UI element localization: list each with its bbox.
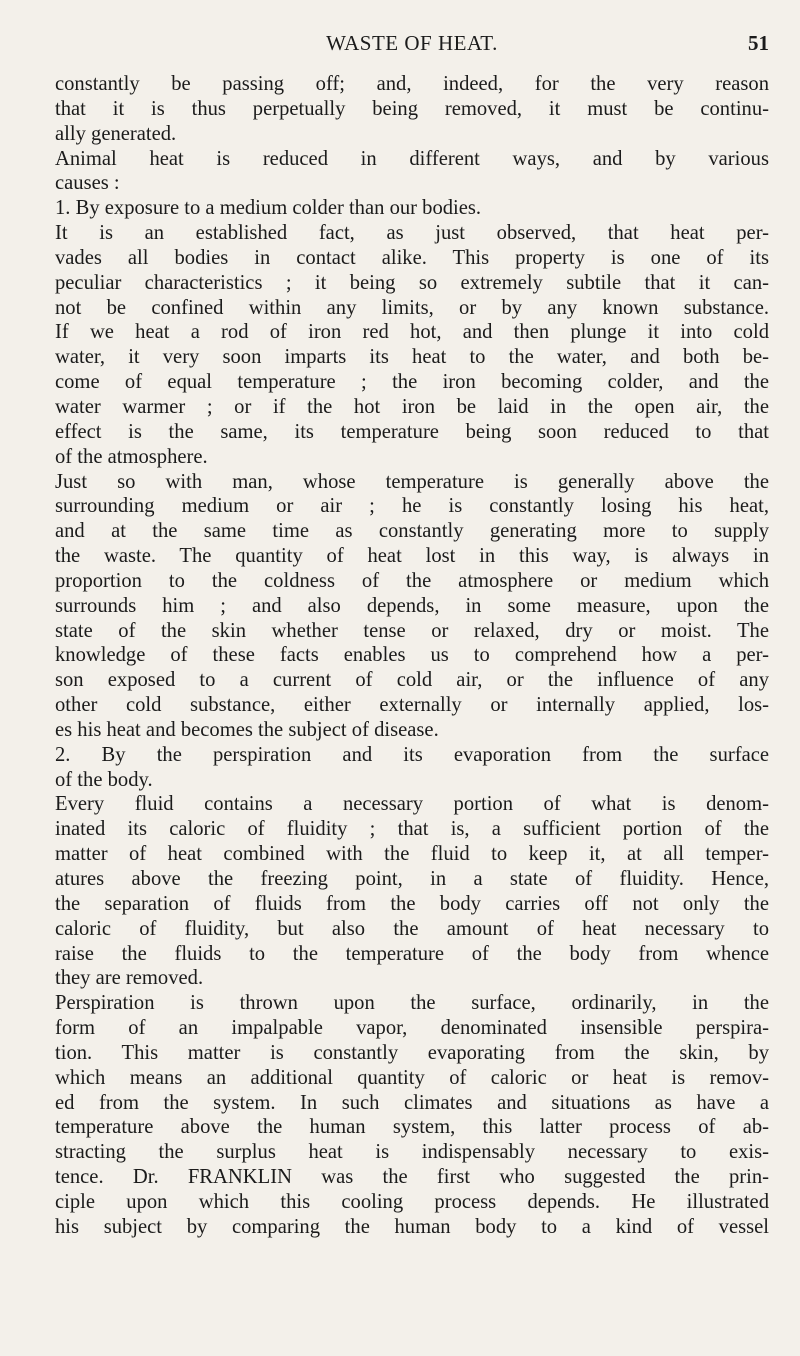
text-line: Just so with man, whose temperature is generally above the	[55, 470, 769, 493]
text-line: of the atmosphere.	[55, 445, 208, 468]
text-line: surrounds him ; and also depends, in some measure, upon the	[55, 594, 769, 617]
text-line: of the body.	[55, 768, 153, 791]
text-line: inated its caloric of fluidity ; that is, a sufficient portion of the	[55, 818, 769, 841]
text-line: ciple upon which this cooling process depends. He illustrated	[55, 1190, 769, 1213]
text-line: water warmer ; or if the hot iron be laid in the open air, the	[55, 395, 769, 418]
text-line: that it is thus perpetually being removed, it must be continu-	[55, 97, 769, 120]
page-number: 51	[748, 31, 769, 55]
text-line: It is an established fact, as just observed, that heat per-	[55, 222, 769, 245]
text-line: other cold substance, either externally or internally applied, los-	[55, 694, 769, 717]
text-line: stracting the surplus heat is indispensably necessary to exis-	[55, 1141, 769, 1164]
text-line: 2. By the perspiration and its evaporation from the surface	[55, 743, 769, 766]
body-text	[55, 72, 769, 1240]
text-line: 1. By exposure to a medium colder than our bodies.	[55, 197, 482, 220]
text-line: es his heat and becomes the subject of disease.	[55, 718, 439, 741]
text-line: temperature above the human system, this latter process of ab-	[55, 1116, 769, 1139]
text-line: his subject by comparing the human body to a kind of vessel	[55, 1215, 769, 1238]
text-line: constantly be passing off; and, indeed, for the very reason	[55, 73, 769, 95]
text-line: form of an impalpable vapor, denominated insensible perspira-	[55, 1017, 769, 1040]
text-line: atures above the freezing point, in a state of fluidity. Hence,	[55, 868, 769, 890]
text-line: effect is the same, its temperature being soon reduced to that	[55, 420, 769, 443]
text-line: state of the skin whether tense or relaxed, dry or moist. The	[55, 619, 769, 642]
text-line: vades all bodies in contact alike. This property is one of its	[55, 246, 769, 269]
text-line: matter of heat combined with the fluid to keep it, at all temper-	[55, 843, 769, 866]
text-line: ally generated.	[55, 122, 177, 145]
running-head	[55, 28, 769, 58]
text-line: causes :	[55, 172, 120, 195]
text-line: Every fluid contains a necessary portion of what is denom-	[55, 793, 769, 816]
text-line: caloric of fluidity, but also the amount of heat necessary to	[55, 917, 769, 940]
text-line: ed from the system. In such climates and situations as have a	[55, 1091, 769, 1114]
text-line: surrounding medium or air ; he is constantly losing his heat,	[55, 495, 769, 518]
text-line: and at the same time as constantly generating more to supply	[55, 520, 769, 543]
text-line: proportion to the coldness of the atmosphere or medium which	[55, 569, 769, 592]
text-line: the waste. The quantity of heat lost in this way, is always in	[55, 545, 769, 568]
text-line: Animal heat is reduced in different ways, and by various	[55, 147, 769, 170]
text-line: son exposed to a current of cold air, or the influence of any	[55, 669, 769, 692]
text-line: Perspiration is thrown upon the surface, ordinarily, in the	[55, 992, 769, 1015]
text-line: come of equal temperature ; the iron becoming colder, and the	[55, 371, 769, 394]
text-line: tion. This matter is constantly evaporating from the skin, by	[55, 1041, 769, 1064]
text-line: peculiar characteristics ; it being so extremely subtile that it can-	[55, 271, 769, 294]
text-line: raise the fluids to the temperature of the body from whence	[55, 942, 769, 965]
running-title: WASTE OF HEAT.	[326, 31, 498, 55]
text-line: water, it very soon imparts its heat to the water, and both be-	[55, 346, 769, 369]
text-line: not be confined within any limits, or by any known substance.	[55, 296, 769, 319]
text-line: tence. Dr. FRANKLIN was the first who suggested the prin-	[55, 1166, 769, 1189]
text-line: the separation of fluids from the body carries off not only the	[55, 892, 769, 915]
text-line: which means an additional quantity of caloric or heat is remov-	[55, 1066, 769, 1089]
text-line: they are removed.	[55, 967, 204, 990]
text-line: knowledge of these facts enables us to comprehend how a per-	[55, 644, 769, 667]
text-line: If we heat a rod of iron red hot, and then plunge it into cold	[55, 321, 769, 344]
